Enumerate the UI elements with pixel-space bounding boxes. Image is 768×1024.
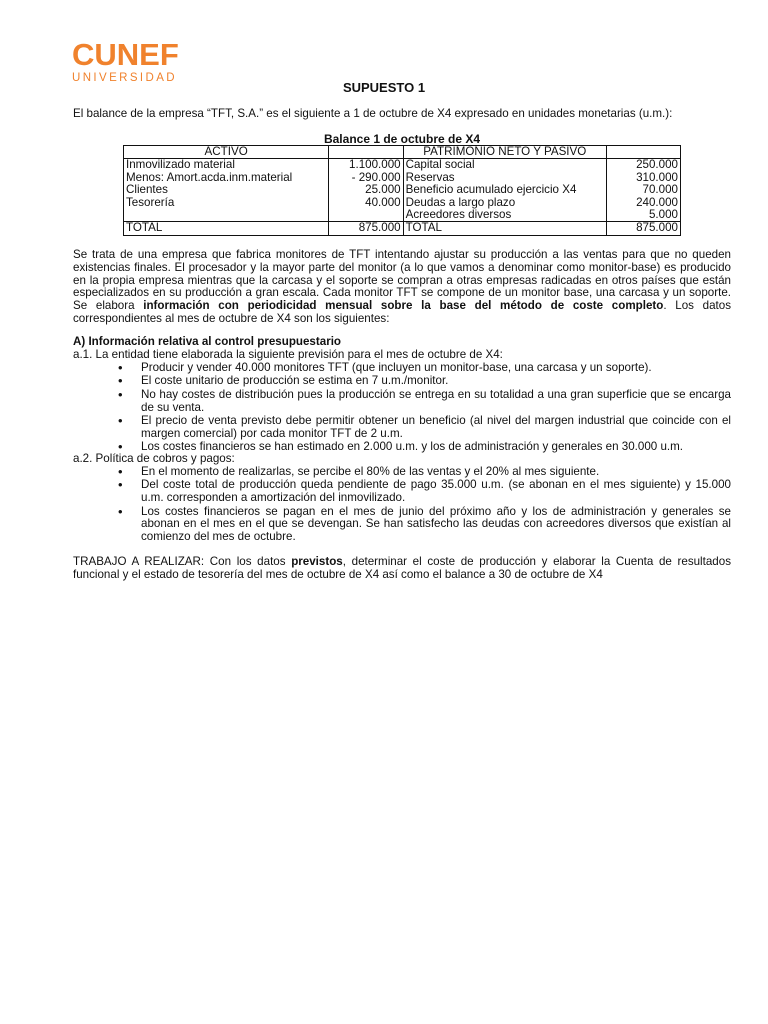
activo-label-empty (126, 209, 326, 221)
activo-label: Clientes (126, 183, 168, 197)
task-paragraph (73, 556, 731, 582)
pasivo-labels (403, 159, 606, 222)
description-text-1: Se trata de una empresa que fabrica monitores de TFT intentando ajustar su producción a las ventas para que no queden existencias finales. El procesador y la mayor parte del monitor (a lo que vamos a denominar como monitor-base) es producido en la propia empresa mientras que la carcasa y el soporte se compran a otras empresas radicadas en otros países que están especializados en su producción a gran escala. Cada monitor TFT se compone de un monitor base, una carcasa y un soporte. Se elabora (73, 248, 731, 313)
pasivo-value: 70.000 (642, 183, 678, 197)
total-left-value: 875.000 (329, 222, 403, 235)
cunef-logo (72, 37, 188, 84)
balance-caption: Balance 1 de octubre de X4 (323, 132, 481, 146)
balance-total-row (124, 222, 681, 235)
page-title: SUPUESTO 1 (342, 80, 426, 95)
task-text-2: , determinar el coste de producción y elaborar la Cuenta de resultados funcional y el estado de tesorería del mes de octubre de X4 así como el balance a 30 de octubre de X4 (73, 555, 731, 581)
a1-list (141, 362, 731, 455)
list-item: • Del coste total de producción queda pendiente de pago 35.000 u.m. (se abonan en el mes siguiente) y 15.000 u.m. corresponden a amortización del inmovilizado. (141, 479, 731, 505)
list-item: • El precio de venta previsto debe permitir obtener un beneficio (al nivel del margen industrial que coincide con el margen comercial) por cada monitor TFT de 2 u.m. (141, 415, 731, 441)
header-patrimonio: PATRIMONIO NETO Y PASIVO (403, 146, 606, 159)
pasivo-value: 250.000 (636, 158, 678, 172)
pasivo-value: 240.000 (636, 195, 678, 209)
header-activo: ACTIVO (124, 146, 329, 159)
activo-value: - 290.000 (351, 170, 401, 184)
activo-value-empty (331, 209, 400, 221)
pasivo-label: Deudas a largo plazo (405, 195, 516, 209)
activo-value: 40.000 (365, 195, 401, 209)
balance-body-row (124, 159, 681, 222)
intro-paragraph: El balance de la empresa “TFT, S.A.” es el siguiente a 1 de octubre de X4 expresado en unidades monetarias (u.m.): (73, 107, 673, 120)
list-item: • Producir y vender 40.000 monitores TFT (que incluyen un monitor-base, una carcasa y un soporte). (141, 362, 731, 375)
pasivo-label: Capital social (405, 158, 475, 172)
pasivo-label: Beneficio acumulado ejercicio X4 (405, 183, 577, 197)
total-right-label: TOTAL (403, 222, 606, 235)
list-item: • El coste unitario de producción se estima en 7 u.m./monitor. (141, 375, 731, 388)
a2-label: a.2. Política de cobros y pagos: (73, 452, 235, 465)
logo-wordmark: CUNEF (72, 37, 179, 72)
pasivo-value: 5.000 (648, 208, 678, 222)
header-empty-left (329, 146, 403, 159)
activo-labels (124, 159, 329, 222)
description-paragraph (73, 249, 731, 326)
activo-value: 1.100.000 (349, 158, 401, 172)
activo-label: Menos: Amort.acda.inm.material (126, 170, 293, 184)
pasivo-label: Acreedores diversos (405, 208, 512, 222)
pasivo-values (606, 159, 680, 222)
activo-values (329, 159, 403, 222)
pasivo-label: Reservas (405, 170, 455, 184)
header-empty-right (606, 146, 680, 159)
task-text-1: TRABAJO A REALIZAR: Con los datos (73, 555, 292, 568)
list-item: • No hay costes de distribución pues la producción se entrega en su totalidad a una gran superficie que se encarga de su venta. (141, 389, 731, 415)
a2-list (141, 466, 731, 545)
list-item: • Los costes financieros se han estimado en 2.000 u.m. y los de administración y generales en 30.000 u.m. (141, 441, 731, 454)
balance-header-row (124, 146, 681, 159)
pasivo-value: 310.000 (636, 170, 678, 184)
description-text-2: . Los datos correspondientes al mes de octubre de X4 son los siguientes: (73, 299, 731, 325)
list-item: • Los costes financieros se pagan en el mes de junio del próximo año y los de administración y generales se abonan en el mes en el que se devengan. Se han satisfecho las deudas con acreedores diversos que existían al comienzo del mes de octubre. (141, 506, 731, 544)
list-item: • En el momento de realizarlas, se percibe el 80% de las ventas y el 20% al mes siguiente. (141, 466, 731, 479)
activo-label: Inmovilizado material (126, 158, 235, 172)
section-a-heading: A) Información relativa al control presupuestario (73, 335, 342, 348)
total-right-value: 875.000 (606, 222, 680, 235)
logo-subtitle: UNIVERSIDAD (72, 72, 177, 84)
description-bold: información con periodicidad mensual sobre la base del método de coste completo (143, 299, 664, 313)
activo-label: Tesorería (126, 195, 175, 209)
a1-label: a.1. La entidad tiene elaborada la siguiente previsión para el mes de octubre de X4: (73, 348, 503, 361)
total-left-label: TOTAL (124, 222, 329, 235)
task-bold: previstos (291, 555, 343, 568)
balance-table (123, 145, 681, 236)
activo-value: 25.000 (365, 183, 401, 197)
